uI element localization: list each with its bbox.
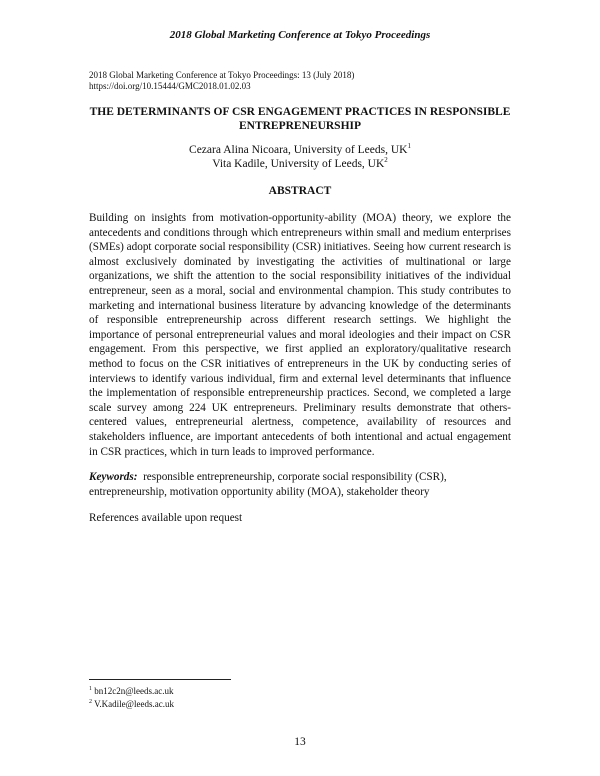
- author-2: [150, 157, 450, 171]
- citation-line: 2018 Global Marketing Conference at Tokyo Proceedings: 13 (July 2018): [89, 70, 355, 80]
- author-list: [150, 143, 450, 171]
- running-header: 2018 Global Marketing Conference at Tokyo Proceedings: [169, 29, 431, 41]
- footnote-mark: 2: [89, 699, 92, 705]
- page-number: 13: [294, 736, 306, 748]
- keywords-separator: :: [133, 471, 138, 483]
- author-name: Cezara Alina Nicoara, University of Leeds, UK: [189, 144, 408, 156]
- footnote-marker[interactable]: 2: [384, 156, 388, 165]
- footnote-mark: 1: [89, 686, 92, 692]
- footnotes: [89, 684, 174, 710]
- author-1: [150, 143, 450, 157]
- footnote-1: [89, 684, 174, 697]
- keywords-label: Keywords: [89, 471, 134, 483]
- footnote-marker[interactable]: 1: [407, 142, 411, 151]
- keywords-text: responsible entrepreneurship, corporate social responsibility (CSR), entrepreneurship, motivation opportunity ability (MOA), stakeholder theory: [89, 471, 447, 498]
- footnote-email[interactable]: bn12c2n@leeds.ac.uk: [94, 686, 174, 696]
- paper-title: THE DETERMINANTS OF CSR ENGAGEMENT PRACTICES IN RESPONSIBLE ENTREPRENEURSHIP: [89, 106, 511, 132]
- author-name: Vita Kadile, University of Leeds, UK: [212, 158, 385, 170]
- keywords: [89, 470, 511, 499]
- abstract-heading: ABSTRACT: [268, 185, 332, 197]
- footnote-2: [89, 697, 174, 710]
- footnote-email[interactable]: V.Kadile@leeds.ac.uk: [94, 699, 174, 709]
- footnote-divider: [89, 679, 231, 680]
- doi-link[interactable]: https://doi.org/10.15444/GMC2018.01.02.03: [89, 81, 251, 91]
- abstract-text: Building on insights from motivation-opportunity-ability (MOA) theory, we explore the antecedents and conditions through which entrepreneurs within small and medium enterprises (SMEs) adopt corporate social responsibility (CSR) initiatives. Seeing how current research is almost exclusively dominated by investigating the activities of multinational or large organizations, we shift the attention to the social responsibility initiatives of the individual entrepreneur, seen as a moral, social and environmental champion. This study contributes to marketing and international business literature by advancing knowledge of the determinants of responsible entrepreneurship across different research settings. We highlight the importance of personal entrepreneurial values and moral ideologies and their impact on CSR engagement. From this perspective, we first applied an exploratory/qualitative research method to focus on the CSR initiatives of entrepreneurs in the UK by conducting series of interviews to identify various individual, firm and external level determinants that influence the implementation of responsible entrepreneurship practices. Second, we completed a large scale survey among 224 UK entrepreneurs. Preliminary results demonstrate that others-centered values, entrepreneurial alertness, competence, availability of resources and stakeholders influence, are important antecedents of both intentional and actual engagement in CSR practices, which in turn leads to improved performance.: [89, 212, 511, 458]
- references-note: References available upon request: [89, 512, 243, 524]
- citation-meta: [89, 70, 354, 92]
